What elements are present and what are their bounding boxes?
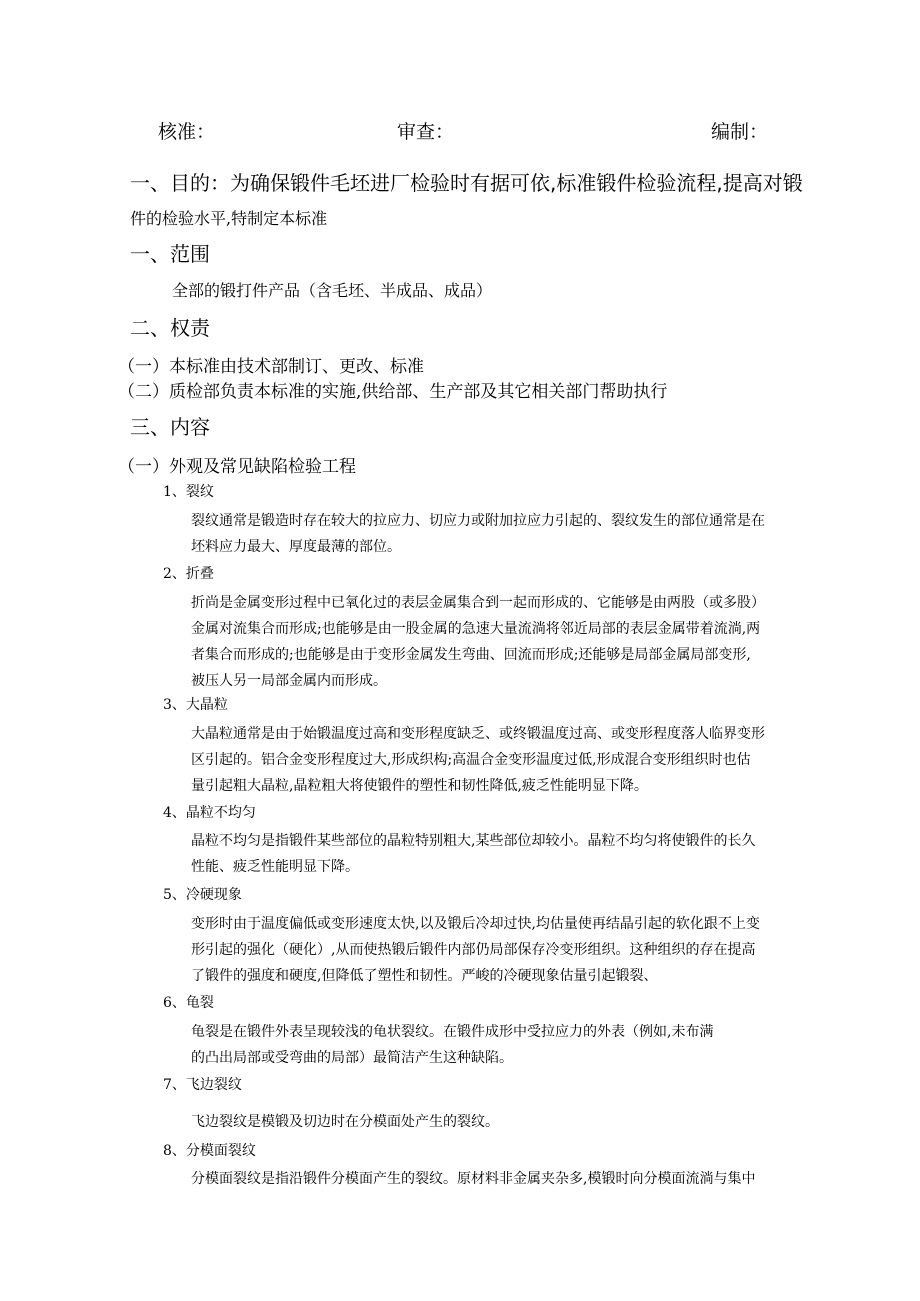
item-title-2: 2、折叠 [163,566,214,582]
item-line: 龟裂是在锻件外表呈现较浅的龟状裂纹。在锻件成形中受拉应力的外表（例如,未布满 [191,1024,714,1040]
item-title-5: 5、冷硬现象 [163,887,242,903]
item-title-6: 6、龟裂 [163,995,214,1011]
item-line: 形引起的强化（硬化）,从而使热锻后锻件内部仍局部保存冷变形组织。这种组织的存在提高 [191,942,756,958]
authority-item-2: （二）质检部负责本标准的实施,供给部、生产部及其它相关部门帮助执行 [118,382,668,402]
item-body-3 [191,721,765,799]
item-line: 晶粒不均匀是指锻件某些部位的晶粒特别粗大,某些部位却较小。晶粒不均匀将使锻件的长久 [191,833,756,849]
item-body-6 [191,1019,713,1071]
item-line: 者集合而形成的;也能够是由于变形金属发生弯曲、回流而形成;还能够是局部金属局部变形, [191,647,751,663]
item-line: 折尚是金属变形过程中已氧化过的表层金属集合到一起而形成的、它能够是由两股（或多股） [191,595,765,611]
item-line: 的凸出局部或受弯曲的局部）最简洁产生这种缺陷。 [191,1050,513,1066]
content-subheading: （一）外观及常见缺陷检验工程 [118,457,356,477]
item-line: 大晶粒通常是由于始锻温度过高和变形程度缺乏、或终锻温度过高、或变形程度落人临界变形 [191,726,765,742]
item-body-1 [191,508,765,560]
item-line: 金属对流集合而形成;也能够是由一股金属的急速大量流淌将邻近局部的表层金属带着流淌,两 [191,621,761,637]
purpose-line-2: 件的检验水平,特制定本标准 [130,209,328,228]
item-title-7: 7、飞边裂纹 [163,1077,242,1093]
item-title-4: 4、晶粒不均匀 [163,805,256,821]
authority-heading: 二、权责 [130,316,210,340]
item-line: 被压人另一局部金属内而形成。 [191,673,387,689]
item-line: 裂纹通常是锻造时存在较大的拉应力、切应力或附加拉应力引起的、裂纹发生的部位通常是在 [191,513,765,529]
item-line: 了锻件的强度和硬度,但降低了塑性和韧性。严峻的冷硬现象估量引起锻裂、 [191,968,658,984]
compile-label: 编制： [711,121,769,143]
item-line: 飞边裂纹是模锻及切边时在分模面处产生的裂纹。 [191,1114,499,1130]
item-line: 变形时由于温度偏低或变形速度太快,以及锻后冷却过快,均估量使再结晶引起的软化跟不上变 [191,916,760,932]
item-line: 量引起粗大晶粒,晶粒粗大将使锻件的塑性和韧性降低,疲乏性能明显下降。 [191,778,648,794]
item-body-2 [191,590,765,694]
purpose-line-1: 一、目的：为确保锻件毛坯进厂检验时有据可依,标准锻件检验流程,提高对锻 [130,171,803,195]
item-title-3: 3、大晶粒 [163,697,228,713]
item-title-8: 8、分模面裂纹 [163,1143,256,1159]
scope-heading: 一、范围 [130,242,210,266]
item-body-5 [191,911,760,989]
item-line: 性能、疲乏性能明显下降。 [191,859,359,875]
item-line: 区引起的。铝合金变形程度过大,形成织构;高温合金变形温度过低,形成混合变形组织时也估 [191,752,751,768]
content-heading: 三、内容 [130,415,210,439]
scope-text: 全部的锻打件产品（含毛坯、半成品、成品） [172,281,493,300]
approve-label: 核准： [158,121,216,143]
item-body-7 [191,1109,499,1135]
review-label: 审查： [397,121,455,143]
item-line: 分模面裂纹是指沿锻件分模面产生的裂纹。原材料非金属夹杂多,模锻时向分模面流淌与集中 [191,1171,756,1187]
item-title-1: 1、裂纹 [163,484,214,500]
item-body-8 [191,1166,755,1192]
item-line: 坯料应力最大、厚度最薄的部位。 [191,539,401,555]
authority-item-1: （一）本标准由技术部制订、更改、标准 [118,357,424,377]
item-body-4 [191,828,755,880]
